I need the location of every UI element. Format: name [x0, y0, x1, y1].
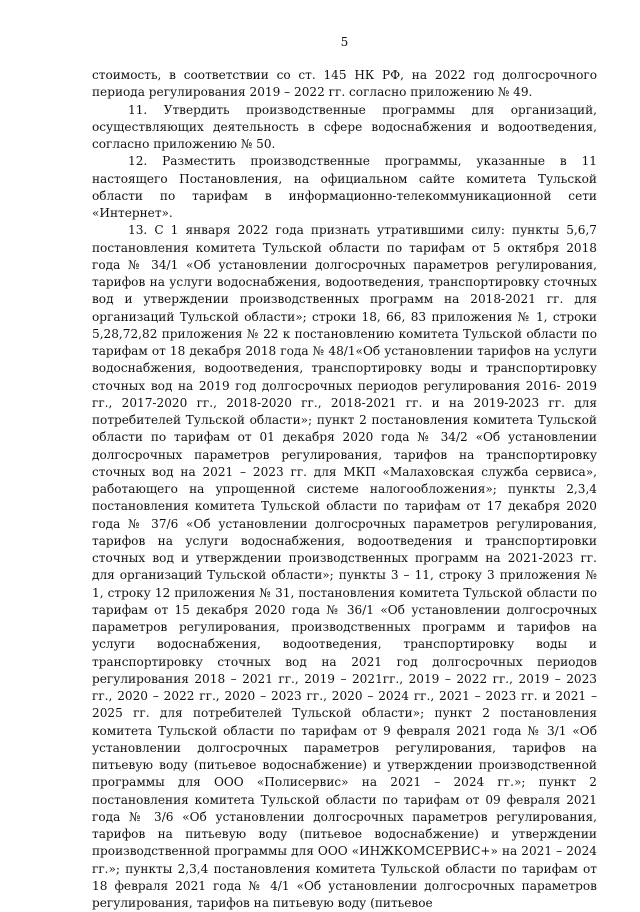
paragraph-item-13: 13. С 1 января 2022 года признать утратившими силу: пункты 5,6,7 постановления комитета Тульской области по тарифам от 5 октября 2018 года № 34/1 «Об установлении долгосрочных параметров регулирования, тарифов на услуги водоснабжения, водоотведения, транспортировку сточных вод и утверждении производственных программ на 2018-2021 гг. для организаций Тульской области»; строки 18, 66, 83 приложения № 1, строки 5,28,72,82 приложения № 22 к постановлению комитета Тульской области по тарифам от 18 декабря 2018 года № 48/1«Об установлении тарифов на услуги водоснабжения, водоотведения, транспортировку воды и транспортировку сточных вод на 2019 год долгосрочных периодов регулирования 2016- 2019 гг., 2017-2020 гг., 2018-2020 гг., 2018-2021 гг. и на 2019-2023 гг. для потребителей Тульской области»; пункт 2 постановления комитета Тульской области по тарифам от 01 декабря 2020 года № 34/2 «Об установлении долгосрочных параметров регулирования, тарифов на транспортировку сточных вод на 2021 – 2023 гг. для МКП «Малаховская служба сервиса», работающего на упрощенной системе налогообложения»; пункты 2,3,4 постановления комитета Тульской области по тарифам от 17 декабря 2020 года № 37/6 «Об установлении долгосрочных параметров регулирования, тарифов на услуги водоснабжения, водоотведения и транспортировки сточных вод и утверждении производственных программ на 2021-2023 гг. для организаций Тульской области»; пункты 3 – 11, строку 3 приложения № 1, строку 12 приложения № 31, постановления комитета Тульской области по тарифам от 15 декабря 2020 года № 36/1 «Об установлении долгосрочных параметров регулирования, производственных программ и тарифов на услуги водоснабжения, водоотведения, транспортировку воды и транспортировку сточных вод на 2021 год долгосрочных периодов регулирования 2018 – 2021 гг., 2019 – 2021гг., 2019 – 2022 гг., 2019 – 2023 гг., 2020 – 2022 гг., 2020 – 2023 гг., 2020 – 2024 гг., 2021 – 2023 гг. и 2021 – 2025 гг. для потребителей Тульской области»; пункт 2 постановления комитета Тульской области по тарифам от 9 февраля 2021 года № 3/1 «Об установлении долгосрочных параметров регулирования, тарифов на питьевую воду (питьевое водоснабжение) и утверждении производственной программы для ООО «Полисервис» на 2021 – 2024 гг.»; пункт 2 постановления комитета Тульской области по тарифам от 09 февраля 2021 года № 3/6 «Об установлении долгосрочных параметров регулирования, тарифов на питьевую воду (питьевое водоснабжение) и утверждении производственной программы для ООО «ИНЖКОМСЕРВИС+» на 2021 – 2024 гг.»; пункты 2,3,4 постановления комитета Тульской области по тарифам от 18 февраля 2021 года № 4/1 «Об установлении долгосрочных параметров регулирования, тарифов на питьевую воду (питьевое — [92, 223, 597, 910]
paragraph-item-12: 12. Разместить производственные программы, указанные в 11 настоящего Постановления, на официальном сайте комитета Тульской области по тарифам в информационно-телекоммуникационной сети «Интернет». — [92, 154, 597, 220]
document-page — [92, 34, 597, 912]
paragraph-item-11: 11. Утвердить производственные программы для организаций, осуществляющих деятельность в сфере водоснабжения и водоотведения, согласно приложению № 50. — [92, 102, 597, 151]
page-number: 5 — [340, 35, 349, 49]
paragraph-continuation: стоимость, в соответствии со ст. 145 НК РФ, на 2022 год долгосрочного периода регулирования 2019 – 2022 гг. согласно приложению № 49. — [92, 68, 597, 100]
